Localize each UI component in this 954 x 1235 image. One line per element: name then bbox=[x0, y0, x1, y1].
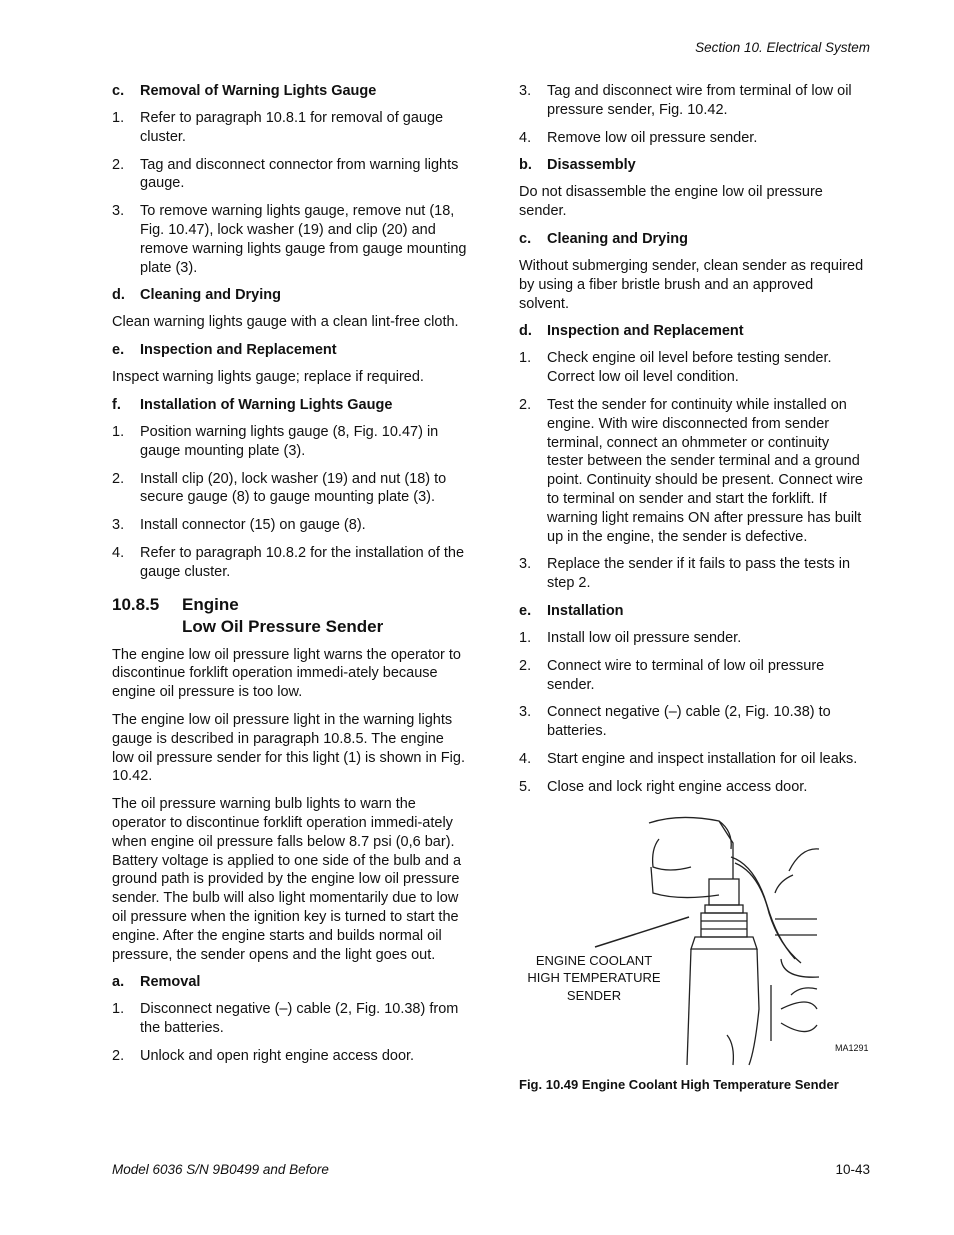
subsection-heading: e. Inspection and Replacement bbox=[112, 342, 337, 359]
list-item: 3. Replace the sender if it fails to pass the tests in step 2. bbox=[519, 556, 851, 592]
list-item: 2. Unlock and open right engine access door. bbox=[112, 1047, 415, 1064]
paragraph: The engine low oil pressure light in the warning lights gauge is described in paragraph 10.8.5. The engine low oil pressure sender for this light (1) is shown in Fig. 10.42. bbox=[112, 711, 465, 785]
paragraph: Clean warning lights gauge with a clean lint-free cloth. bbox=[112, 314, 459, 331]
page-header: Section 10. Electrical System bbox=[695, 40, 870, 55]
left-column bbox=[112, 82, 467, 1075]
list-item: 4. Remove low oil pressure sender. bbox=[519, 129, 758, 146]
list-item: 2. Test the sender for continuity while installed on engine. With wire disconnected from sender terminal, connect an ohmmeter or continuity tester between the sender terminal and a ground point. Continuity should be present. Connect wire to terminal on sender and start the forklift. If warning light remains ON after pressure has built up in the engine, the sender is defective. bbox=[519, 396, 863, 545]
list-item: 5. Close and lock right engine access door. bbox=[519, 778, 808, 795]
paragraph: The oil pressure warning bulb lights to warn the operator to discontinue forklift operation immedi-ately when engine oil pressure falls below 8.7 psi (0,6 bar). Battery voltage is applied to one side of the bulb and a ground path is provided by the engine low oil pressure sender. The bulb will also light momentarily due to low oil pressure when the ignition key is turned to start the engine. After the engine starts and builds normal oil pressure, the sender opens and the light goes out. bbox=[112, 796, 462, 963]
figure-caption: Fig. 10.49 Engine Coolant High Temperature Sender bbox=[519, 1076, 839, 1092]
paragraph: Without submerging sender, clean sender as required by using a fiber bristle brush and an approved solvent. bbox=[519, 257, 864, 312]
list-item: 1. Position warning lights gauge (8, Fig. 10.47) in gauge mounting plate (3). bbox=[112, 423, 439, 459]
list-item: 4. Start engine and inspect installation for oil leaks. bbox=[519, 750, 858, 767]
list-item: 3. Tag and disconnect wire from terminal of low oil pressure sender, Fig. 10.42. bbox=[519, 83, 852, 118]
section-heading: 10.8.5 Engine Low Oil Pressure Sender bbox=[112, 594, 384, 636]
list-item: 3. Install connector (15) on gauge (8). bbox=[112, 517, 366, 534]
subsection-heading: b. Disassembly bbox=[519, 157, 636, 174]
subsection-heading: c. Removal of Warning Lights Gauge bbox=[112, 83, 377, 99]
list-item: 2. Tag and disconnect connector from warning lights gauge. bbox=[112, 156, 459, 192]
list-item: 4. Refer to paragraph 10.8.2 for the installation of the gauge cluster. bbox=[112, 544, 465, 580]
right-column bbox=[519, 82, 869, 1092]
subsection-heading: c. Cleaning and Drying bbox=[519, 230, 688, 247]
page-number: 10-43 bbox=[835, 1162, 870, 1177]
list-item: 1. Disconnect negative (–) cable (2, Fig. 10.38) from the batteries. bbox=[112, 1001, 459, 1037]
footer-model: Model 6036 S/N 9B0499 and Before bbox=[112, 1162, 329, 1177]
paragraph: The engine low oil pressure light warns the operator to discontinue forklift operation immedi-ately because engine oil pressure is too low. bbox=[112, 646, 461, 701]
list-item: 2. Connect wire to terminal of low oil pressure sender. bbox=[519, 657, 825, 693]
list-item: 3. To remove warning lights gauge, remove nut (18, Fig. 10.47), lock washer (19) and clip (20) and remove warning lights gauge from gauge mounting plate (3). bbox=[112, 203, 467, 276]
subsection-heading: d. Cleaning and Drying bbox=[112, 287, 281, 304]
subsection-heading: a. Removal bbox=[112, 974, 201, 991]
subsection-heading: f. Installation of Warning Lights Gauge bbox=[112, 396, 393, 413]
sender-illustration bbox=[519, 809, 869, 1071]
subsection-heading: d. Inspection and Replacement bbox=[519, 323, 744, 340]
figure-id: MA1291 bbox=[835, 1042, 869, 1053]
list-item: 3. Connect negative (–) cable (2, Fig. 10.38) to batteries. bbox=[519, 704, 831, 740]
list-item: 1. Check engine oil level before testing sender. Correct low oil level condition. bbox=[519, 350, 832, 386]
list-item: 2. Install clip (20), lock washer (19) and nut (18) to secure gauge (8) to gauge mounting plate (3). bbox=[112, 470, 447, 506]
list-item: 1. Refer to paragraph 10.8.1 for removal of gauge cluster. bbox=[112, 110, 444, 145]
paragraph: Do not disassemble the engine low oil pressure sender. bbox=[519, 184, 823, 220]
figure-engine-coolant-sender bbox=[519, 809, 869, 1071]
subsection-heading: e. Installation bbox=[519, 602, 624, 619]
figure-callout: ENGINE COOLANT HIGH TEMPERATURE SENDER bbox=[527, 952, 661, 1003]
paragraph: Inspect warning lights gauge; replace if required. bbox=[112, 369, 424, 386]
list-item: 1. Install low oil pressure sender. bbox=[519, 629, 742, 646]
